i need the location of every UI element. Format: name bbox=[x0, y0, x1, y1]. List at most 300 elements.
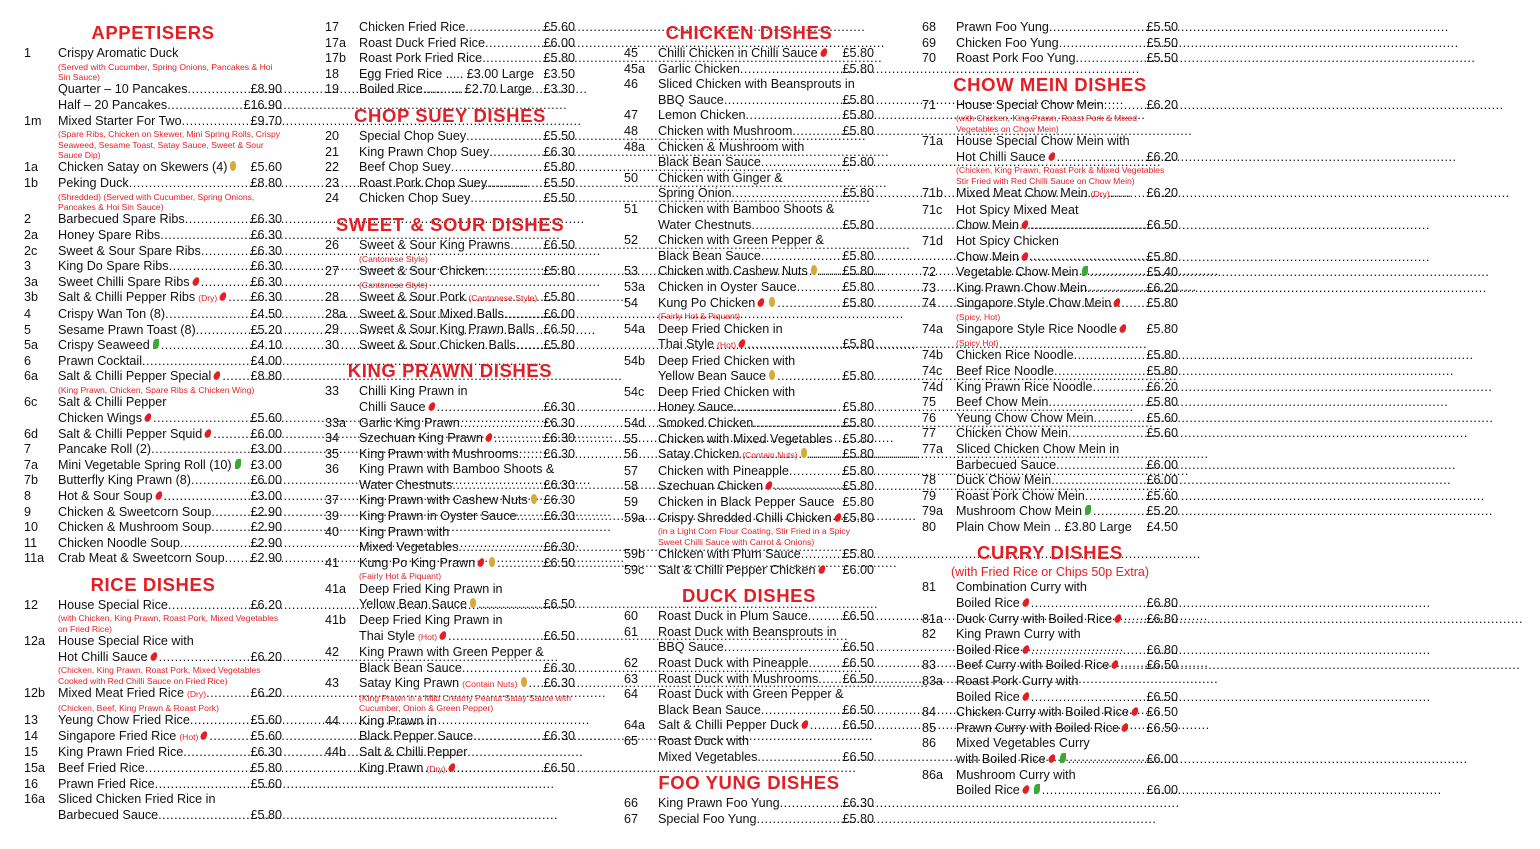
item-number: 2c bbox=[24, 243, 38, 258]
item-price: £5.80 bbox=[842, 61, 874, 76]
item-line bbox=[58, 212, 282, 228]
item-body bbox=[58, 244, 282, 260]
item-body bbox=[658, 672, 874, 688]
menu-item bbox=[624, 547, 874, 563]
menu-item bbox=[24, 729, 282, 746]
item-tag: (Contain Nuts) bbox=[462, 679, 518, 690]
item-price: £5.60 bbox=[543, 20, 575, 34]
item-description: (Served with Cucumber, Spring Onions, Pancakes & Hoi Sin Sauce) bbox=[58, 61, 273, 82]
item-line bbox=[58, 427, 282, 443]
item-line bbox=[956, 395, 1178, 411]
item-line bbox=[359, 645, 575, 661]
chili-icon bbox=[438, 630, 447, 641]
item-line bbox=[359, 629, 575, 646]
item-number: 10 bbox=[24, 520, 39, 535]
dot-leader bbox=[732, 186, 843, 202]
item-name: Hot Spicy Chicken bbox=[956, 233, 1059, 248]
item-number: 81 bbox=[922, 580, 937, 595]
item-number: 35 bbox=[325, 446, 340, 461]
menu-item bbox=[24, 458, 282, 474]
dot-leader bbox=[437, 400, 544, 416]
peanut-icon bbox=[801, 448, 807, 458]
item-line bbox=[58, 275, 282, 291]
dot-leader bbox=[777, 296, 842, 312]
menu-item bbox=[624, 140, 874, 171]
item-body bbox=[956, 768, 1178, 799]
item-name: with Boiled Rice bbox=[956, 752, 1046, 766]
item-price: £5.80 bbox=[1146, 363, 1178, 378]
item-price: £6.50 bbox=[543, 597, 575, 612]
item-name: Yellow Bean Sauce bbox=[658, 369, 767, 384]
item-name: Salt & Chilli Pepper Special bbox=[58, 369, 212, 384]
item-price: £6.50 bbox=[842, 718, 874, 733]
item-body bbox=[359, 129, 575, 145]
menu-item bbox=[922, 442, 1178, 473]
item-price: £4.50 bbox=[1146, 519, 1178, 534]
item-line bbox=[58, 411, 282, 427]
chili-icon bbox=[191, 276, 200, 287]
item-body bbox=[956, 612, 1178, 628]
item-number: 24 bbox=[325, 191, 340, 206]
item-body bbox=[956, 520, 1178, 536]
item-body bbox=[658, 62, 874, 78]
item-line bbox=[58, 473, 282, 489]
dot-leader bbox=[761, 703, 843, 719]
item-number: 15 bbox=[24, 745, 39, 760]
item-line bbox=[359, 36, 575, 52]
item-body bbox=[359, 462, 575, 493]
menu-item bbox=[325, 493, 575, 509]
item-name: Roast Pork Foo Yung bbox=[956, 51, 1076, 66]
dot-leader bbox=[789, 464, 843, 480]
item-price: £5.50 bbox=[1146, 35, 1178, 50]
dot-leader bbox=[1123, 612, 1146, 628]
item-body bbox=[658, 464, 874, 480]
menu-item bbox=[624, 124, 874, 140]
chili-icon bbox=[154, 490, 163, 501]
dot-leader bbox=[211, 505, 250, 521]
item-line bbox=[658, 432, 874, 448]
menu-item bbox=[922, 411, 1178, 427]
dot-leader bbox=[185, 212, 251, 228]
item-body bbox=[658, 447, 874, 464]
dot-leader bbox=[222, 369, 250, 385]
item-line bbox=[956, 658, 1178, 674]
item-price: £6.00 bbox=[1146, 457, 1178, 472]
peanut-icon bbox=[769, 297, 775, 307]
item-name: Chicken & Sweetcorn Soup bbox=[58, 504, 212, 519]
item-name: Hot & Sour Soup bbox=[58, 488, 153, 503]
item-name: Barbecued Spare Ribs bbox=[58, 212, 185, 227]
menu-item bbox=[922, 203, 1178, 234]
item-name: King Prawn in Oyster Sauce bbox=[359, 509, 517, 524]
menu-item bbox=[325, 416, 575, 432]
menu-item bbox=[24, 228, 282, 244]
item-price: £4.10 bbox=[250, 338, 282, 353]
menu-item bbox=[325, 613, 575, 645]
item-tag: (Dry) bbox=[198, 293, 218, 304]
item-number: 60 bbox=[624, 609, 639, 624]
item-body bbox=[359, 36, 575, 52]
item-number: 74c bbox=[922, 363, 943, 378]
item-body bbox=[658, 416, 874, 432]
item-price: £5.80 bbox=[842, 463, 874, 478]
item-price: £5.80 bbox=[842, 369, 874, 384]
item-number: 54b bbox=[624, 353, 646, 368]
item-body bbox=[658, 718, 874, 734]
item-number: 64 bbox=[624, 687, 639, 702]
item-line bbox=[658, 400, 874, 416]
menu-item bbox=[24, 46, 282, 82]
item-name: Roast Pork Fried Rice bbox=[359, 51, 483, 66]
item-name: House Special Rice with bbox=[58, 634, 194, 649]
item-name: Sweet & Sour King Prawns bbox=[359, 237, 511, 252]
menu-item bbox=[325, 676, 575, 713]
item-name: Black Bean Sauce bbox=[658, 155, 761, 170]
item-line bbox=[359, 176, 575, 192]
item-line bbox=[658, 186, 874, 202]
item-name: Crispy Seaweed bbox=[58, 338, 150, 353]
item-number: 12b bbox=[24, 686, 46, 701]
item-line bbox=[658, 718, 874, 734]
item-body bbox=[658, 687, 874, 718]
item-line bbox=[658, 385, 874, 401]
item-name: King Prawn with Green Pepper & bbox=[359, 645, 544, 660]
item-name: Chicken Rice Noodle bbox=[956, 348, 1074, 363]
item-line bbox=[956, 458, 1178, 474]
item-body bbox=[58, 395, 282, 426]
item-name: Roast Pork Chop Suey bbox=[359, 175, 488, 190]
item-number: 41 bbox=[325, 555, 340, 570]
item-name: Chicken Foo Yung bbox=[956, 35, 1059, 50]
item-number: 17b bbox=[325, 51, 347, 66]
item-price: £6.30 bbox=[543, 431, 575, 446]
item-body bbox=[359, 745, 575, 777]
item-number: 4 bbox=[24, 306, 32, 321]
item-line bbox=[658, 547, 874, 563]
dot-leader bbox=[145, 761, 251, 777]
item-body bbox=[58, 713, 282, 729]
item-name: Singapore Style Chow Mein bbox=[956, 296, 1112, 311]
item-line bbox=[359, 556, 575, 572]
item-number: 29 bbox=[325, 322, 340, 337]
item-name: Roast Duck with Pineapple bbox=[658, 656, 809, 670]
dot-leader bbox=[818, 672, 842, 688]
item-name: Chicken with Plum Sauce bbox=[658, 547, 801, 562]
item-name: BBQ Sauce bbox=[658, 92, 724, 107]
item-name: Roast Duck with Green Pepper & bbox=[658, 687, 844, 702]
item-line bbox=[359, 384, 575, 400]
item-price: £5.60 bbox=[250, 410, 282, 425]
peanut-icon bbox=[769, 370, 775, 380]
item-name: Chilli Chicken in Chilli Sauce bbox=[658, 46, 818, 60]
menu-item bbox=[922, 234, 1178, 265]
item-name: King Prawn with Mushrooms bbox=[359, 446, 519, 461]
item-name: Special Foo Yung bbox=[658, 811, 757, 826]
item-number: 8 bbox=[24, 488, 32, 503]
item-number: 71c bbox=[922, 202, 943, 217]
item-name: Salt & Chilli Pepper bbox=[359, 745, 468, 759]
menu-item bbox=[24, 761, 282, 777]
item-line bbox=[658, 280, 874, 296]
dot-leader bbox=[201, 244, 251, 260]
item-price: £5.40 bbox=[1146, 265, 1178, 280]
item-line bbox=[658, 171, 874, 187]
item-number: 71 bbox=[922, 97, 937, 112]
item-number: 16 bbox=[24, 776, 39, 791]
item-number: 3a bbox=[24, 274, 39, 289]
item-name: Mushroom Chow Mein bbox=[956, 504, 1082, 519]
menu-item bbox=[922, 736, 1178, 767]
item-name: Black Pepper Sauce bbox=[359, 729, 474, 744]
item-number: 22 bbox=[325, 160, 340, 175]
dot-leader bbox=[457, 761, 544, 777]
item-line bbox=[58, 792, 282, 808]
menu-item bbox=[325, 714, 575, 745]
item-body bbox=[956, 98, 1178, 134]
item-body bbox=[956, 203, 1178, 234]
chili-icon bbox=[1020, 251, 1029, 262]
item-body bbox=[658, 108, 874, 124]
item-line bbox=[658, 140, 874, 156]
item-number: 71d bbox=[922, 233, 944, 248]
item-name: Sweet & Sour Mixed Balls bbox=[359, 306, 504, 321]
menu-item bbox=[624, 495, 874, 511]
item-price: £6.30 bbox=[250, 290, 282, 305]
dot-leader bbox=[1057, 150, 1147, 166]
item-name: Salt & Chilli Pepper Ribs bbox=[58, 290, 196, 305]
menu-column-4 bbox=[922, 20, 1178, 799]
item-body bbox=[658, 479, 874, 495]
item-description: (Spicy, Hot) bbox=[956, 311, 1001, 322]
item-name: Singapore Fried Rice bbox=[58, 728, 177, 743]
dot-leader bbox=[529, 676, 544, 692]
item-price: £8.90 bbox=[250, 82, 282, 97]
item-body bbox=[359, 67, 575, 83]
item-price: £6.30 bbox=[543, 493, 575, 508]
item-name: Chicken with Cashew Nuts bbox=[658, 264, 808, 279]
item-number: 63 bbox=[624, 671, 639, 686]
item-line bbox=[956, 250, 1178, 266]
item-body bbox=[58, 228, 282, 244]
item-price: £6.30 bbox=[250, 212, 282, 227]
menu-item bbox=[624, 322, 874, 354]
item-body bbox=[956, 234, 1178, 265]
item-line bbox=[956, 520, 1178, 536]
item-name: Sweet & Sour Chicken bbox=[359, 263, 485, 278]
chili-icon bbox=[213, 370, 222, 381]
item-number: 74d bbox=[922, 379, 944, 394]
dot-leader bbox=[1120, 658, 1146, 674]
item-number: 75 bbox=[922, 395, 937, 410]
item-price: £6.00 bbox=[1146, 752, 1178, 766]
item-price: £3.00 bbox=[250, 457, 282, 472]
item-price: £5.80 bbox=[842, 92, 874, 107]
item-line bbox=[359, 129, 575, 145]
menu-item bbox=[624, 672, 874, 688]
item-price: £2.90 bbox=[250, 535, 282, 550]
item-price: £5.80 bbox=[842, 479, 874, 494]
menu-item bbox=[624, 812, 874, 828]
menu-item bbox=[624, 479, 874, 495]
item-tag: (Contain Nuts) bbox=[742, 450, 798, 461]
item-name: Mixed Starter For Two bbox=[58, 113, 182, 128]
item-name: King Prawn with Cashew Nuts bbox=[359, 493, 528, 508]
item-number: 45 bbox=[624, 46, 639, 60]
item-number: 76 bbox=[922, 410, 937, 425]
item-number: 14 bbox=[24, 728, 39, 743]
menu-item bbox=[325, 338, 575, 354]
item-price: £6.50 bbox=[842, 702, 874, 717]
item-price: £5.60 bbox=[1146, 426, 1178, 441]
menu-item bbox=[624, 233, 874, 264]
item-name: Chicken & Mushroom Soup bbox=[58, 520, 212, 535]
item-price: £5.80 bbox=[543, 160, 575, 175]
vegetarian-leaf-icon bbox=[1085, 505, 1091, 515]
chili-icon bbox=[204, 428, 213, 439]
item-line bbox=[956, 186, 1178, 203]
item-body bbox=[359, 338, 575, 354]
menu-item bbox=[325, 264, 575, 290]
item-price: £5.60 bbox=[250, 728, 282, 743]
item-line bbox=[58, 489, 282, 505]
item-number: 6c bbox=[24, 395, 38, 410]
chili-icon bbox=[484, 432, 493, 443]
item-description: (Chicken, King Prawn, Roast Pork & Mixed Vegetables Stir Fried with Red Chilli Sauce on Chow Mein) bbox=[956, 165, 1165, 186]
item-price: £6.50 bbox=[543, 628, 575, 643]
item-line bbox=[956, 705, 1178, 721]
item-price: £5.80 bbox=[543, 289, 575, 304]
item-number: 61 bbox=[624, 624, 639, 639]
menu-item bbox=[325, 384, 575, 415]
item-name: Chicken Satay on Skewers (4) bbox=[58, 160, 228, 175]
item-price: £5.80 bbox=[842, 447, 874, 462]
item-number: 56 bbox=[624, 447, 639, 462]
item-price: £5.80 bbox=[842, 186, 874, 201]
chili-icon bbox=[1020, 220, 1029, 231]
dot-leader bbox=[1054, 364, 1146, 380]
section-heading: KING PRAWN DISHES bbox=[347, 360, 553, 382]
dot-leader bbox=[462, 661, 544, 677]
item-body bbox=[359, 238, 575, 264]
menu-item bbox=[624, 563, 874, 579]
menu-item bbox=[325, 191, 575, 207]
item-number: 20 bbox=[325, 128, 340, 143]
item-line bbox=[359, 714, 575, 730]
dot-leader bbox=[746, 108, 843, 124]
item-number: 57 bbox=[624, 463, 639, 478]
item-body bbox=[359, 176, 575, 192]
menu-item bbox=[624, 354, 874, 385]
item-number: 26 bbox=[325, 237, 340, 252]
item-number: 54d bbox=[624, 416, 646, 431]
chili-icon bbox=[149, 651, 158, 662]
item-name: Duck Chow Mein bbox=[956, 473, 1052, 488]
menu-item bbox=[325, 525, 575, 556]
item-body bbox=[359, 384, 575, 415]
item-body bbox=[658, 354, 874, 385]
item-body bbox=[956, 364, 1178, 380]
section-heading: DUCK DISHES bbox=[681, 585, 817, 607]
dot-leader bbox=[516, 338, 544, 354]
item-price: £6.80 bbox=[1146, 642, 1178, 657]
item-line bbox=[956, 783, 1178, 799]
item-body bbox=[58, 114, 282, 161]
item-price: £6.30 bbox=[250, 259, 282, 274]
item-price: £3.50 bbox=[543, 66, 575, 81]
item-body bbox=[58, 46, 282, 82]
item-line bbox=[58, 82, 282, 98]
item-price: £6.50 bbox=[1146, 658, 1178, 673]
item-body bbox=[956, 186, 1178, 203]
dot-leader bbox=[504, 307, 544, 323]
item-body bbox=[359, 290, 575, 307]
item-line bbox=[956, 627, 1178, 643]
item-line bbox=[58, 808, 282, 824]
item-line bbox=[658, 464, 874, 480]
item-body bbox=[956, 380, 1178, 396]
item-line bbox=[359, 290, 575, 307]
item-name: Mixed Meat Fried Rice bbox=[58, 686, 184, 701]
menu-item bbox=[922, 134, 1178, 186]
item-name: Yeung Chow Fried Rice bbox=[58, 713, 190, 728]
item-line bbox=[956, 51, 1178, 67]
menu-item bbox=[24, 686, 282, 713]
dot-leader bbox=[761, 249, 843, 265]
item-name: King Prawn Curry with bbox=[956, 627, 1081, 642]
item-line bbox=[58, 598, 282, 614]
menu-item bbox=[922, 322, 1178, 348]
item-number: 51 bbox=[624, 201, 639, 216]
item-price: £6.50 bbox=[543, 322, 575, 337]
item-line bbox=[58, 114, 282, 130]
menu-item bbox=[24, 259, 282, 275]
item-number: 48a bbox=[624, 139, 646, 154]
item-name: Deep Fried King Prawn in bbox=[359, 613, 503, 628]
chili-icon bbox=[1118, 323, 1127, 334]
menu-item bbox=[624, 264, 874, 280]
item-line bbox=[58, 176, 282, 192]
item-line bbox=[956, 296, 1178, 312]
menu-item bbox=[24, 777, 282, 793]
item-name: Mixed Vegetables Curry bbox=[956, 736, 1090, 751]
item-line bbox=[956, 322, 1178, 338]
item-line bbox=[58, 777, 282, 793]
menu-item bbox=[24, 354, 282, 370]
menu-item bbox=[24, 307, 282, 323]
item-line bbox=[956, 580, 1178, 596]
item-name: Salt & Chilli Pepper Squid bbox=[58, 426, 203, 441]
item-name: House Special Chow Mein bbox=[956, 97, 1104, 112]
item-price: £6.30 bbox=[543, 509, 575, 524]
item-description: (Shredded) (Served with Cucumber, Spring Onions, Pancakes & Hoi Sin Sauce) bbox=[58, 191, 255, 212]
dot-leader bbox=[753, 416, 842, 432]
item-number: 72 bbox=[922, 265, 937, 280]
menu-item bbox=[325, 20, 575, 36]
chili-icon bbox=[1021, 691, 1030, 702]
item-price: £5.60 bbox=[250, 713, 282, 728]
item-price: £6.30 bbox=[543, 399, 575, 414]
dot-leader bbox=[159, 650, 251, 666]
menu-column-1 bbox=[24, 20, 282, 823]
item-number: 48 bbox=[624, 123, 639, 138]
item-number: 18 bbox=[325, 66, 340, 81]
item-price: £5.80 bbox=[842, 123, 874, 138]
item-number: 7b bbox=[24, 473, 39, 488]
item-name: Chicken Wings bbox=[58, 410, 142, 425]
chili-icon bbox=[200, 730, 209, 741]
item-price: £5.80 bbox=[842, 431, 874, 446]
